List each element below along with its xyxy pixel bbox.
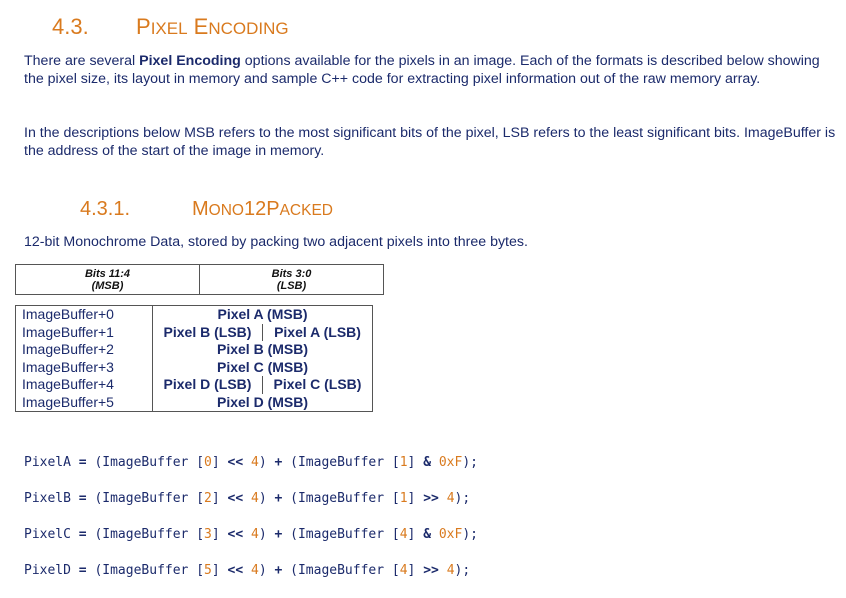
bits-table [15,264,384,295]
table-row: ImageBuffer+0 Pixel A (MSB) [16,306,373,324]
code-line: PixelD = (ImageBuffer [5] << 4) + (ImageBuffer [4] >> 4); [24,563,471,578]
subsection-number: 4.3.1. [80,198,131,220]
code-sample [24,436,478,598]
code-line: PixelC = (ImageBuffer [3] << 4) + (ImageBuffer [4] & 0xF); [24,527,478,542]
table-row: ImageBuffer+1 Pixel B (LSB) Pixel A (LSB) [16,324,373,342]
memory-layout-table [15,305,373,412]
table-row: ImageBuffer+4 Pixel D (LSB) Pixel C (LSB) [16,376,373,394]
section-heading: 4.3. PIXEL ENCODING [52,14,289,39]
intro-paragraph-1: There are several Pixel Encoding options available for the pixels in an image. Each of the formats is described below showing the pixel size, its layout in memory and sample C++ code for extracting pixel information out of the raw memory array. [24,53,820,87]
bits-msb-cell: Bits 11:4 (MSB) [16,265,200,295]
code-line: PixelA = (ImageBuffer [0] << 4) + (ImageBuffer [1] & 0xF); [24,455,478,470]
table-row: ImageBuffer+3 Pixel C (MSB) [16,359,373,377]
subsection-heading: 4.3.1. MONO12PACKED [80,198,333,220]
table-row: ImageBuffer+5 Pixel D (MSB) [16,394,373,412]
section-number: 4.3. [52,14,89,39]
bits-lsb-cell: Bits 3:0 (LSB) [200,265,384,295]
table-row: ImageBuffer+2 Pixel B (MSB) [16,341,373,359]
intro-paragraph-2: In the descriptions below MSB refers to the most significant bits of the pixel, LSB refers to the least significant bits. ImageBuffer is the address of the start of the image in memory. [24,125,836,159]
code-line: PixelB = (ImageBuffer [2] << 4) + (ImageBuffer [1] >> 4); [24,491,471,506]
format-description: 12-bit Monochrome Data, stored by packing two adjacent pixels into three bytes. [24,234,528,250]
